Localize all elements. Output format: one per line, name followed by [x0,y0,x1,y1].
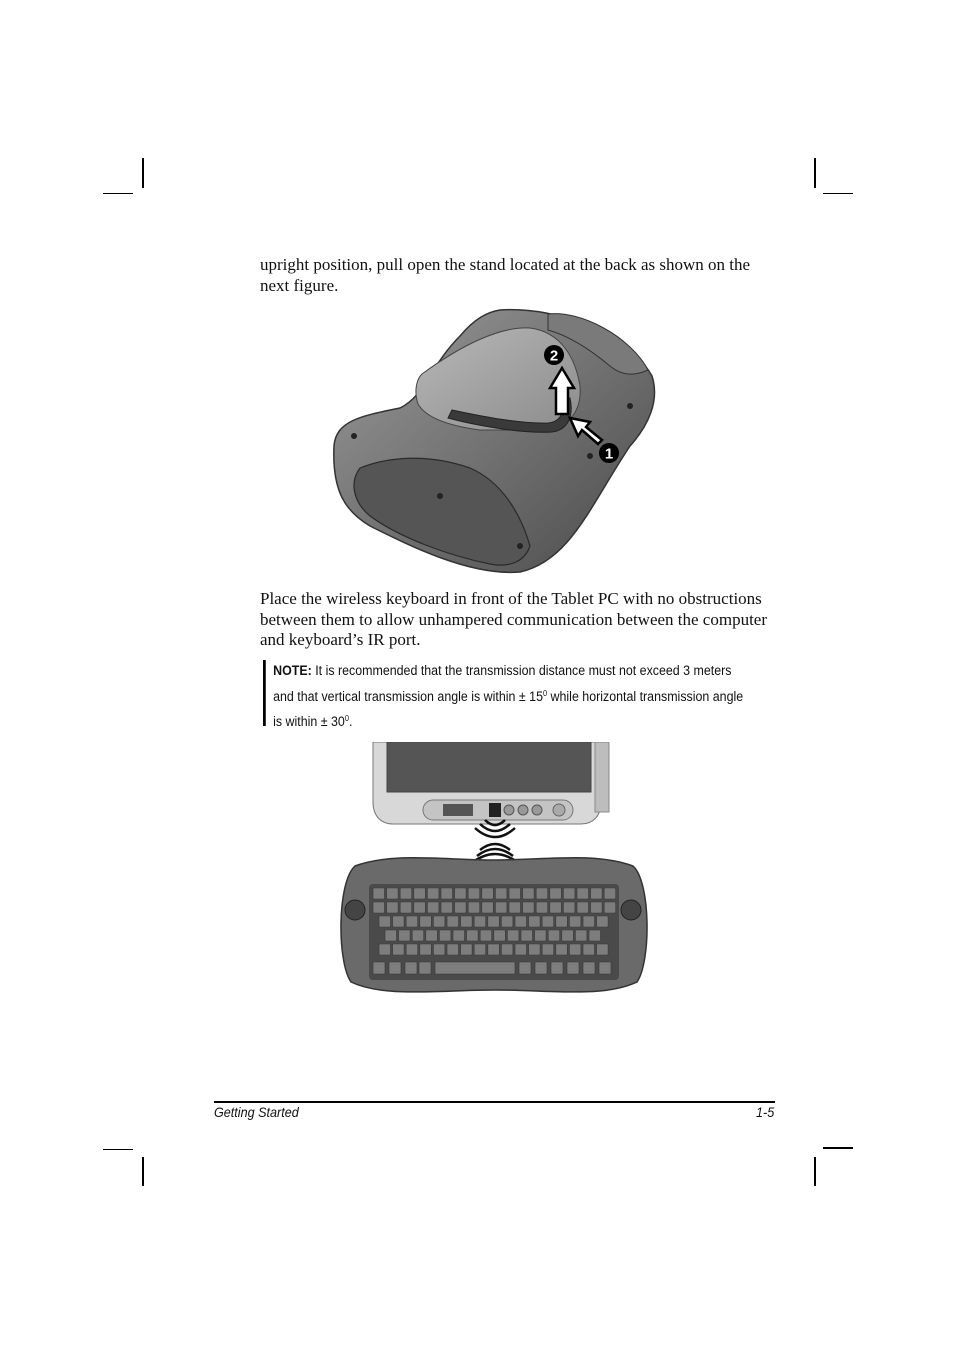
crop-mark [103,193,133,194]
callout-1: 1 [604,445,614,463]
note-box: NOTE: It is recommended that the transmission distance must not exceed 3 meters and that vertical transmission angle is within ± $15^0$ while horizontal transmission angle is within ± $30^0$. [263,660,747,726]
plus-minus-symbol: ± [320,714,328,729]
crop-mark [142,158,144,188]
crop-mark [142,1157,144,1186]
plus-minus-symbol: ± [518,688,526,704]
footer-rule [214,1101,775,1103]
body-paragraph: Place the wireless keyboard in front of the Tablet PC with no obstructions between them to allow unhampered communication between the computer and keyboard’s IR port. [260,589,767,649]
crop-mark [814,1157,816,1186]
crop-mark [823,1147,853,1149]
tablet-back-stand-figure [330,306,660,576]
body-paragraph: upright position, pull open the stand located at the back as shown on the next figure. [260,255,751,295]
page-number: 1-5 [755,1104,774,1120]
callout-2: 2 [549,347,559,365]
note-label: NOTE: [273,663,312,678]
footer-section: Getting Started [214,1104,299,1120]
crop-mark [103,1149,133,1150]
crop-mark [823,193,853,194]
tablet-keyboard-ir-figure [333,742,655,1008]
crop-mark [814,158,816,188]
